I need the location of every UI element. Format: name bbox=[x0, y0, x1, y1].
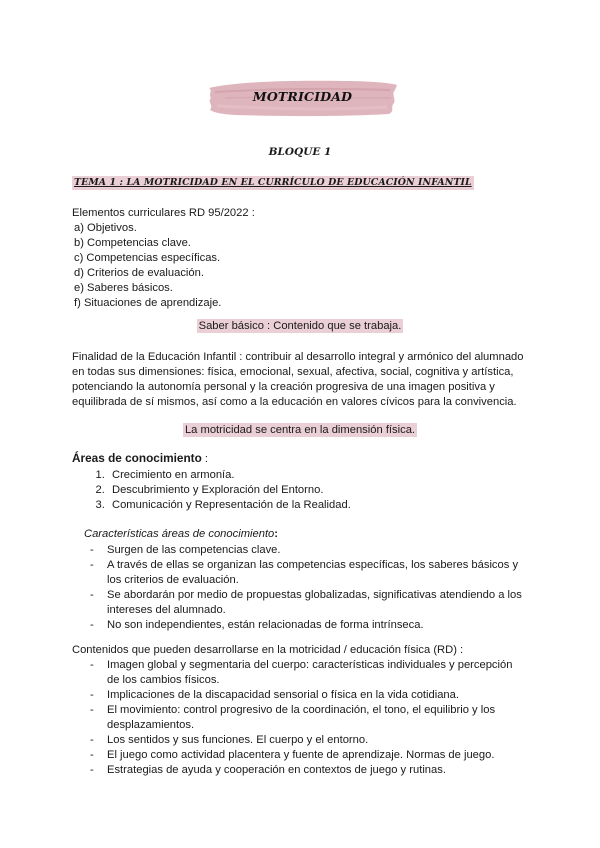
areas-heading-suffix: : bbox=[201, 453, 209, 465]
list-item: - Surgen de las competencias clave. bbox=[90, 543, 525, 558]
list-item: - Imagen global y segmentaria del cuerpo: características individuales y percepción de los cambios físicos. bbox=[90, 658, 525, 688]
list-item: c) Competencias específicas. bbox=[74, 252, 221, 264]
list-item: - Estrategias de ayuda y cooperación en contextos de juego y rutinas. bbox=[90, 763, 525, 778]
list-item: - Implicaciones de la discapacidad sensorial o física en la vida cotidiana. bbox=[90, 688, 525, 703]
title-banner bbox=[205, 76, 400, 118]
curricular-elements bbox=[72, 206, 522, 311]
list-item: - Se abordarán por medio de propuestas globalizadas, significativas atendiendo a los intereses del alumnado. bbox=[90, 588, 525, 618]
list-item: b) Competencias clave. bbox=[74, 237, 191, 249]
areas-heading-text: Áreas de conocimiento bbox=[72, 451, 202, 465]
contenidos-list bbox=[90, 658, 525, 778]
saber-basico-text: Saber básico : Contenido que se trabaja. bbox=[198, 320, 402, 332]
motricidad-note bbox=[0, 424, 600, 436]
page-title: MOTRICIDAD bbox=[252, 89, 353, 104]
list-item: f) Situaciones de aprendizaje. bbox=[74, 297, 222, 309]
block-heading: BLOQUE 1 bbox=[268, 146, 332, 158]
caracteristicas-list bbox=[90, 543, 525, 633]
list-item: e) Saberes básicos. bbox=[74, 282, 173, 294]
list-item: 1. Crecimiento en armonía. bbox=[108, 468, 528, 483]
contenidos-heading: Contenidos que pueden desarrollarse en la motricidad / educación física (RD) : bbox=[72, 644, 464, 656]
areas-heading bbox=[72, 451, 522, 467]
list-item: 2. Descubrimiento y Exploración del Entorno. bbox=[108, 483, 528, 498]
list-item: - Los sentidos y sus funciones. El cuerpo y el entorno. bbox=[90, 733, 525, 748]
list-item: d) Criterios de evaluación. bbox=[74, 267, 204, 279]
topic-heading: TEMA 1 : LA MOTRICIDAD EN EL CURRÍCULO DE EDUCACIÓN INFANTIL bbox=[74, 177, 472, 188]
list-item: - El juego como actividad placentera y fuente de aprendizaje. Normas de juego. bbox=[90, 748, 525, 763]
list-item: 3. Comunicación y Representación de la Realidad. bbox=[108, 498, 528, 513]
list-item: - El movimiento: control progresivo de la coordinación, el tono, el equilibrio y los desplazamientos. bbox=[90, 703, 525, 733]
areas-list bbox=[72, 468, 528, 513]
curricular-elements-heading: Elementos curriculares RD 95/2022 : bbox=[72, 207, 255, 219]
list-item: a) Objetivos. bbox=[74, 222, 137, 234]
saber-basico-note bbox=[0, 320, 600, 332]
caracteristicas-colon: : bbox=[274, 528, 279, 540]
finalidad-paragraph: Finalidad de la Educación Infantil : contribuir al desarrollo integral y armónico del alumnado en todas sus dimensiones: física, emocional, sexual, afectiva, social, cognitiva y artística, potenciando la autonomía personal y la creación progresiva de una imagen positiva y equilibrada de sí mismos, así como a la educación en valores cívicos para la convivencia. bbox=[72, 351, 524, 408]
list-item: - No son independientes, están relacionadas de forma intrínseca. bbox=[90, 618, 525, 633]
motricidad-text: La motricidad se centra en la dimensión física. bbox=[184, 424, 416, 436]
caracteristicas-heading-text: Características áreas de conocimiento bbox=[84, 528, 275, 540]
caracteristicas-heading bbox=[84, 528, 278, 540]
list-item: - A través de ellas se organizan las competencias específicas, los saberes básicos y los criterios de evaluación. bbox=[90, 558, 525, 588]
